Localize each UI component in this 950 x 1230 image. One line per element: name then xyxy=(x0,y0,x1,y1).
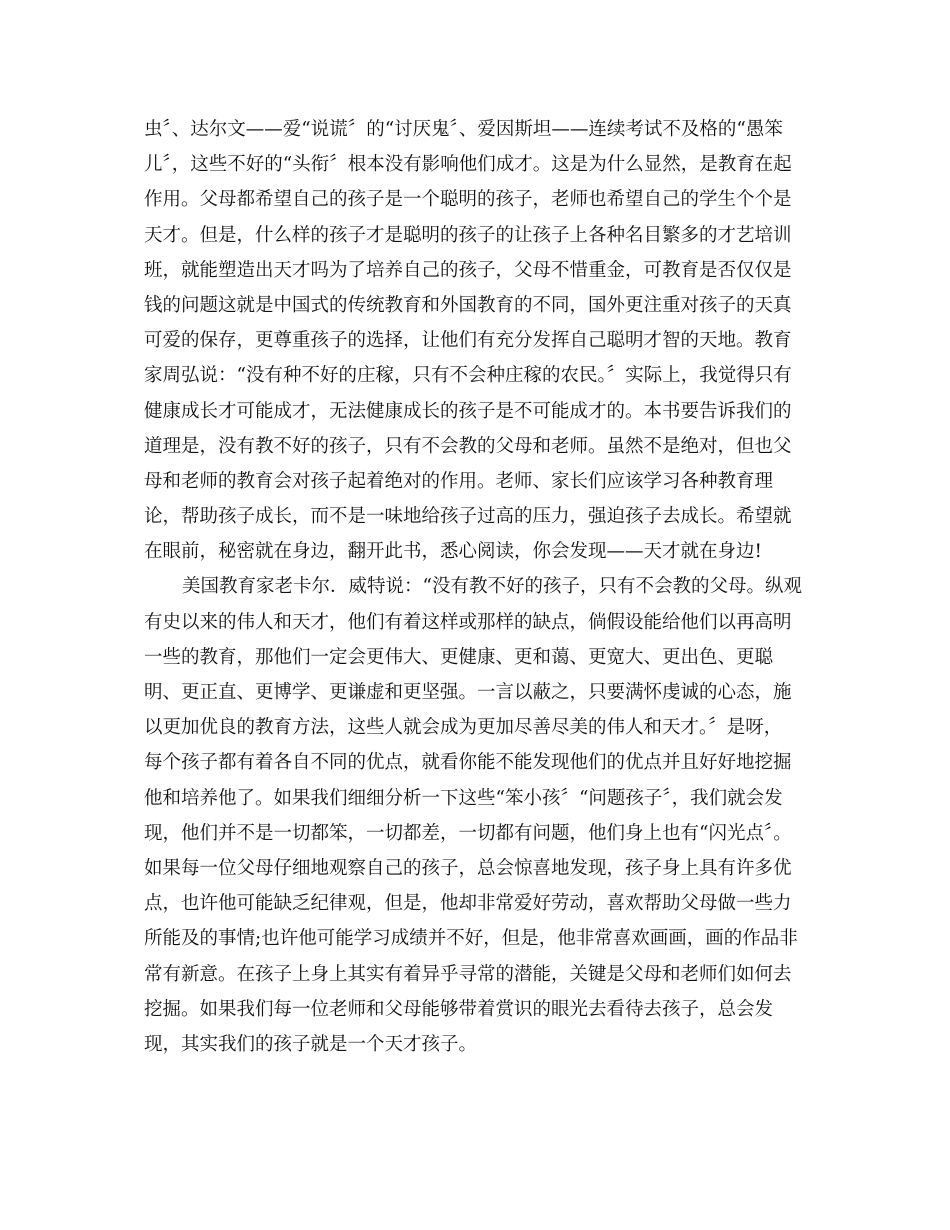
text-line: 如果每一位父母仔细地观察自己的孩子，总会惊喜地发现，孩子身上具有许多优 xyxy=(144,857,792,879)
text-line: 母和老师的教育会对孩子起着绝对的作用。老师、家长们应该学习各种教育理 xyxy=(144,470,774,492)
body-text xyxy=(144,112,824,1062)
text-line: 以更加优良的教育方法，这些人就会成为更加尽善尽美的伟人和天才。〞是呀， xyxy=(144,717,783,739)
text-line: 有史以来的伟人和天才，他们有着这样或那样的缺点，倘假设能给他们以再高明 xyxy=(144,611,792,633)
text-line: 虫〞、达尔文——爱“说谎〞的“讨厌鬼〞、爱因斯坦——连续考试不及格的“愚笨 xyxy=(144,119,783,140)
text-line: 美国教育家老卡尔．威特说：“没有教不好的孩子，只有不会教的父母。纵观 xyxy=(182,576,802,598)
paragraph xyxy=(144,569,824,1062)
text-line: 儿〞，这些不好的“头衔〞根本没有影响他们成才。这是为什么显然，是教育在起 xyxy=(144,154,792,176)
text-line: 现，他们并不是一切都笨，一切都差，一切都有问题，他们身上也有“闪光点〞。 xyxy=(144,822,792,844)
text-line: 所能及的事情;也许他可能学习成绩并不好，但是，他非常喜欢画画，画的作品非 xyxy=(144,928,798,950)
text-line: 健康成长才可能成才，无法健康成长的孩子是不可能成才的。本书要告诉我们的 xyxy=(144,400,792,422)
text-line: 班，就能塑造出天才吗为了培养自己的孩子，父母不惜重金，可教育是否仅仅是 xyxy=(144,259,792,281)
text-line: 钱的问题这就是中国式的传统教育和外国教育的不同，国外更注重对孩子的天真 xyxy=(144,294,792,316)
text-line: 论，帮助孩子成长，而不是一味地给孩子过高的压力，强迫孩子去成长。希望就 xyxy=(144,506,792,528)
text-line: 每个孩子都有着各自不同的优点，就看你能不能发现他们的优点并且好好地挖掘 xyxy=(144,752,792,774)
text-line: 家周弘说：“没有种不好的庄稼，只有不会种庄稼的农民。〞实际上，我觉得只有 xyxy=(144,365,792,387)
text-line: 明、更正直、更博学、更谦虚和更坚强。一言以蔽之，只要满怀虔诚的心态，施 xyxy=(144,682,792,703)
text-line: 天才。但是，什么样的孩子才是聪明的孩子的让孩子上各种名目繁多的才艺培训 xyxy=(144,224,792,246)
text-line: 常有新意。在孩子上身上其实有着异乎寻常的潜能，关键是父母和老师们如何去 xyxy=(144,963,792,985)
text-line: 可爱的保存，更尊重孩子的选择，让他们有充分发挥自己聪明才智的天地。教育 xyxy=(144,330,792,352)
text-line: 一些的教育，那他们一定会更伟大、更健康、更和蔼、更宽大、更出色、更聪 xyxy=(144,646,774,668)
text-line: 点，也许他可能缺乏纪律观，但是，他却非常爱好劳动，喜欢帮助父母做一些力 xyxy=(144,893,792,915)
text-line: 在眼前，秘密就在身边，翻开此书，悉心阅读，你会发现——天才就在身边! xyxy=(144,541,762,563)
text-line: 现，其实我们的孩子就是一个天才孩子。 xyxy=(144,1033,478,1055)
paragraph xyxy=(144,112,824,569)
text-line: 挖掘。如果我们每一位老师和父母能够带着赏识的眼光去看待去孩子，总会发 xyxy=(144,998,774,1020)
text-line: 他和培养他了。如果我们细细分析一下这些“笨小孩〞“问题孩子〞，我们就会发 xyxy=(144,787,783,809)
text-line: 道理是，没有教不好的孩子，只有不会教的父母和老师。虽然不是绝对，但也父 xyxy=(144,435,792,457)
text-line: 作用。父母都希望自己的孩子是一个聪明的孩子，老师也希望自己的学生个个是 xyxy=(144,189,792,211)
